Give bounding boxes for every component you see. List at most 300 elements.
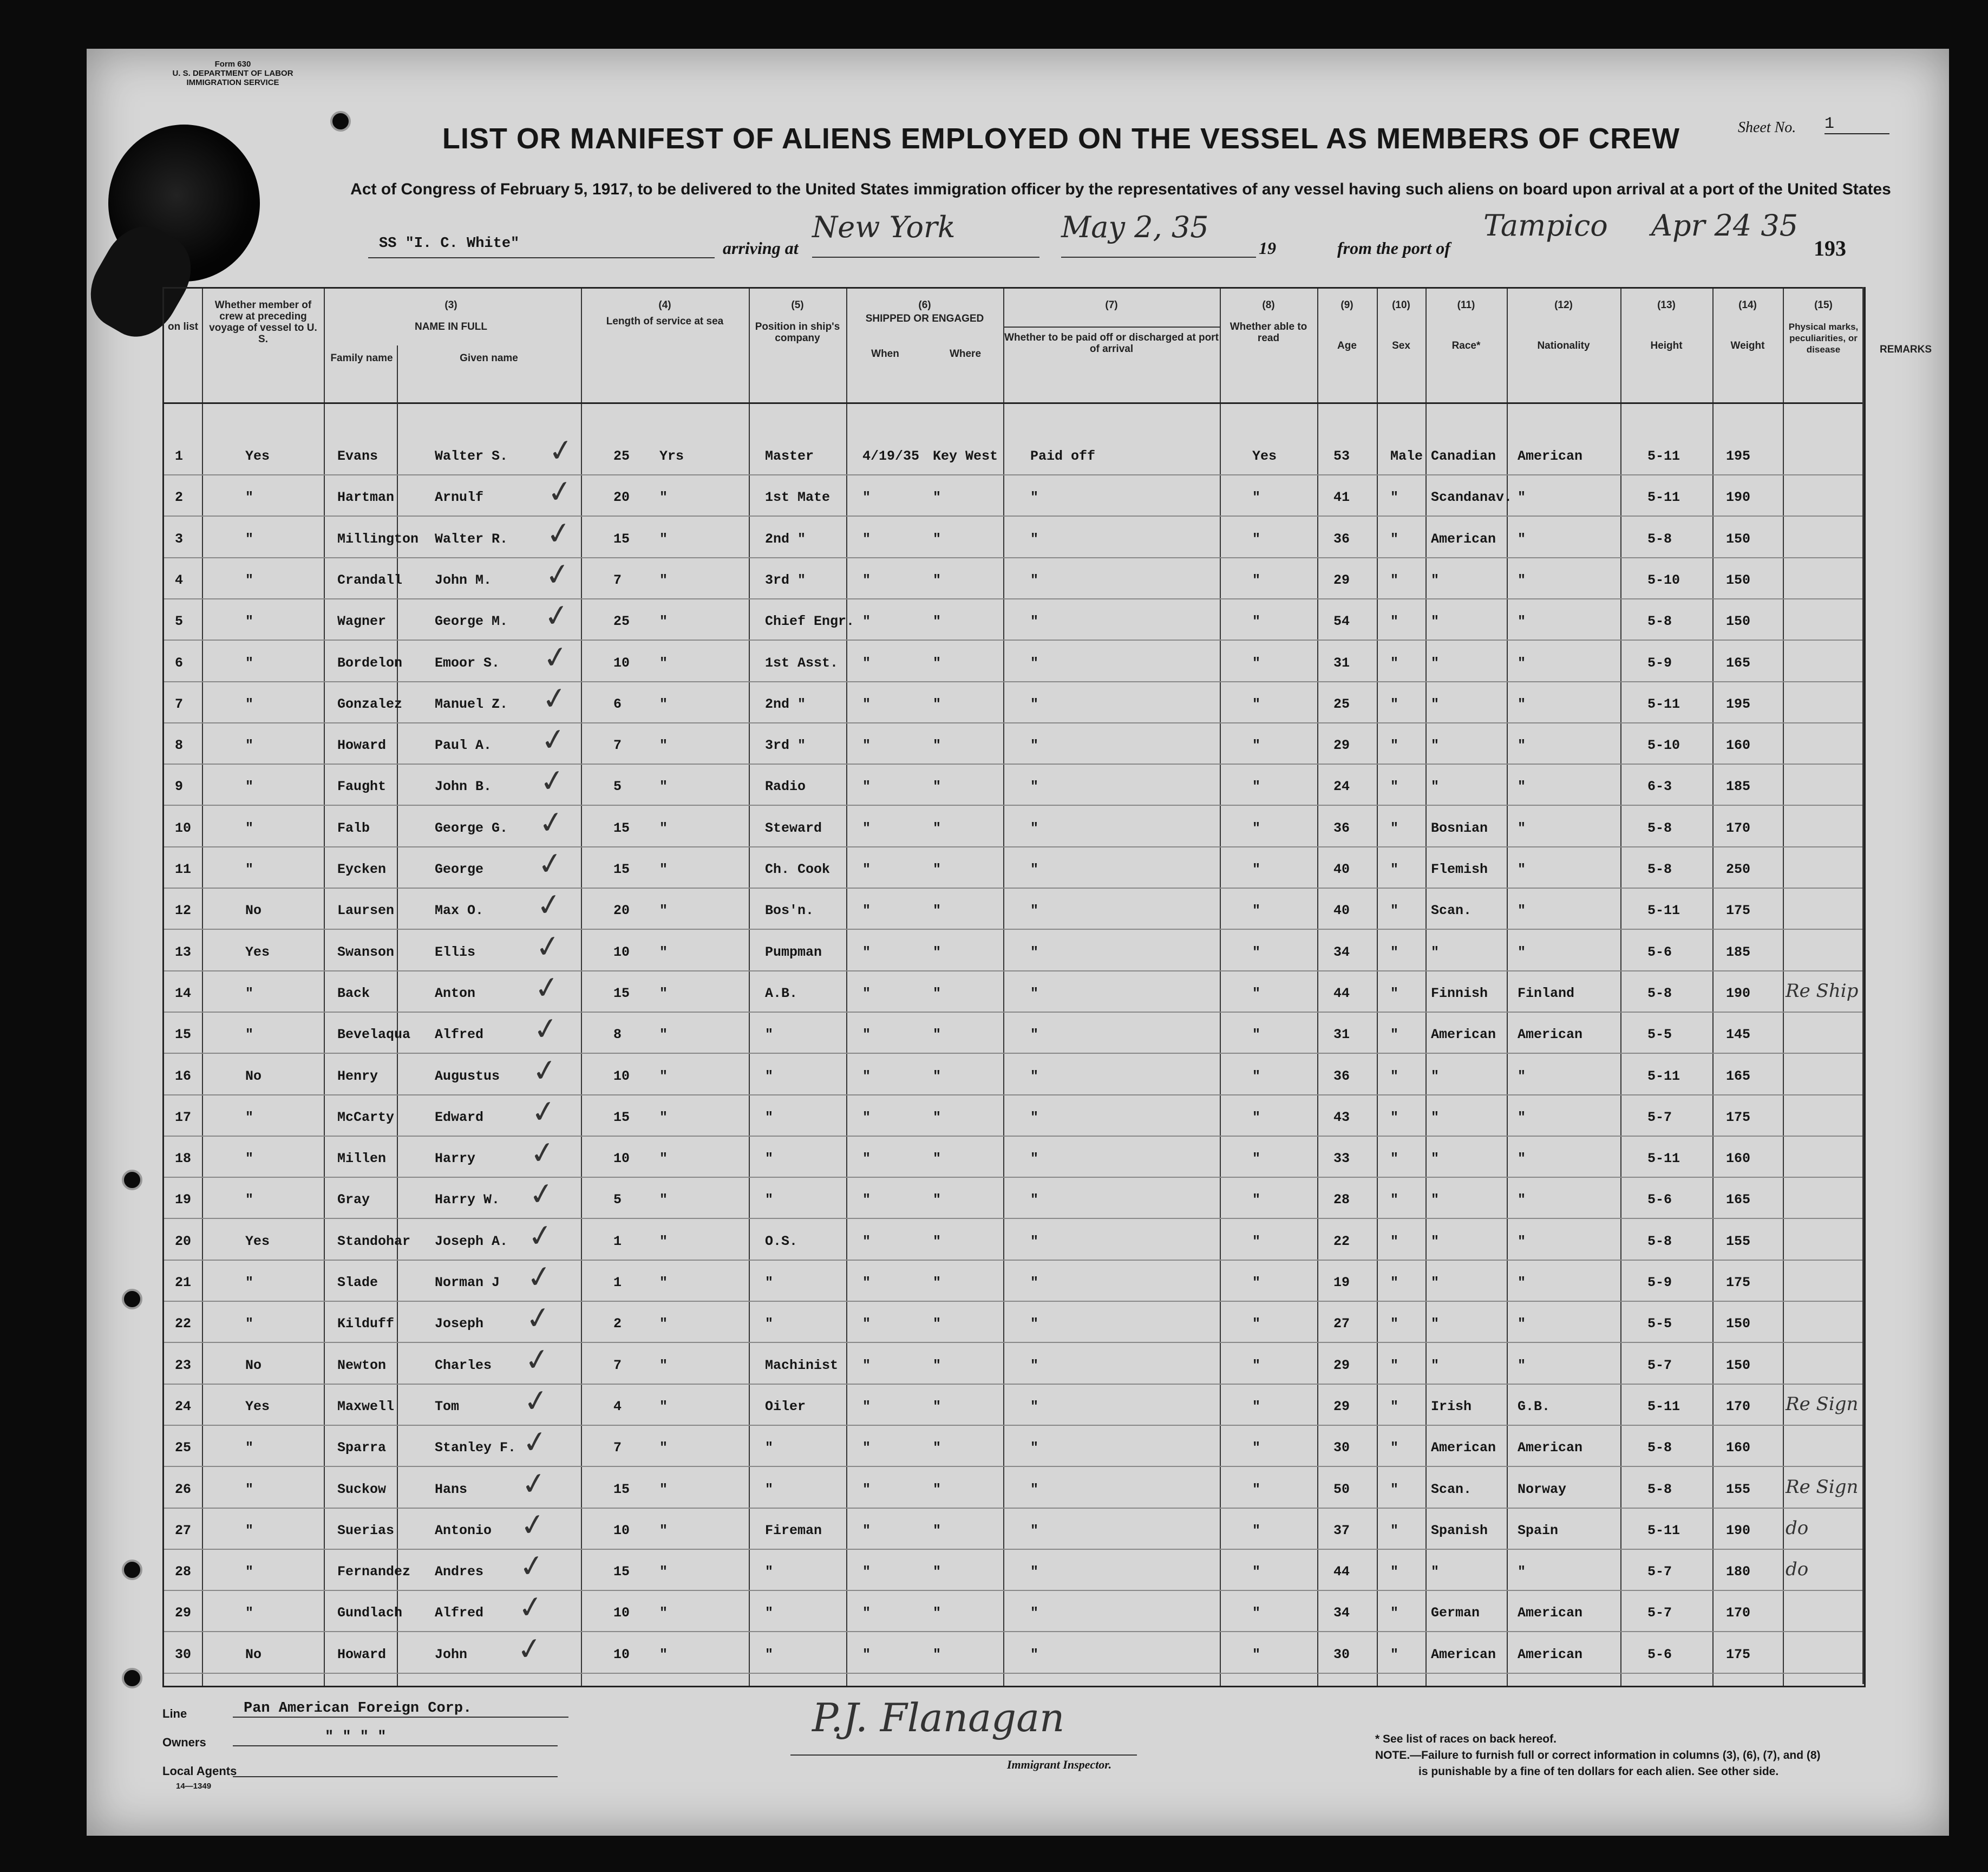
cell-position: Chief Engr. [765, 614, 855, 630]
cell-where: " [933, 820, 941, 836]
cell-paid: " [1030, 1646, 1039, 1662]
cell-read: " [1252, 614, 1261, 630]
cell-prev: Yes [245, 1233, 270, 1249]
cell-read: " [1252, 903, 1261, 919]
cell-given: Alfred [435, 1027, 484, 1043]
cell-family: Newton [337, 1357, 387, 1373]
cell-unit: " [659, 1068, 668, 1084]
cell-nat: " [1518, 820, 1526, 836]
cell-position: Ch. Cook [765, 862, 830, 877]
col-nationality: Nationality [1537, 340, 1590, 351]
cell-service: 4 [613, 1398, 622, 1414]
cell-race: " [1431, 1109, 1440, 1125]
cell-service: 15 [613, 1481, 630, 1497]
check-mark-icon: ✓ [539, 679, 570, 718]
cell-height: 5-11 [1647, 903, 1680, 919]
cell-family: Kilduff [337, 1316, 395, 1332]
cell-sex: " [1390, 1522, 1399, 1538]
cell-paid: " [1030, 696, 1039, 712]
cell-weight: 190 [1726, 490, 1751, 506]
cell-service: 10 [613, 1068, 630, 1084]
cell-position: O.S. [765, 1233, 798, 1249]
cell-service: 10 [613, 1151, 630, 1167]
cell-position: " [765, 1275, 774, 1290]
cell-prev: No [245, 1357, 262, 1373]
cell-n: 18 [175, 1151, 192, 1167]
cell-nat: " [1518, 738, 1526, 754]
cell-when: " [862, 944, 871, 960]
cell-unit: " [659, 1316, 668, 1332]
cell-given: Harry [435, 1151, 476, 1167]
row-rule [164, 1631, 1864, 1632]
row-rule [164, 1384, 1864, 1385]
cell-given: Max O. [435, 903, 484, 919]
cell-unit: " [659, 655, 668, 671]
handwritten-remark: do [1786, 1517, 1809, 1539]
cell-when: " [862, 1440, 871, 1456]
cell-unit: " [659, 696, 668, 712]
cell-given: Emoor S. [435, 655, 500, 671]
row-rule [164, 1012, 1864, 1013]
check-mark-icon: ✓ [531, 1010, 561, 1049]
cell-paid: " [1030, 1109, 1039, 1125]
cell-service: 7 [613, 572, 622, 588]
cell-age: 29 [1333, 1398, 1350, 1414]
inspector-signature: P.J. Flanagan [812, 1695, 1065, 1740]
cell-sex: " [1390, 1646, 1399, 1662]
cell-family: Millington [337, 531, 419, 547]
handwritten-remark: Re Sign [1786, 1476, 1859, 1498]
cell-weight: 155 [1726, 1233, 1751, 1249]
cell-where: " [933, 1316, 941, 1332]
cell-race: Canadian [1431, 448, 1496, 464]
cell-unit: " [659, 614, 668, 630]
row-rule [164, 805, 1864, 806]
cell-read: " [1252, 696, 1261, 712]
cell-when: " [862, 862, 871, 877]
agents-label: Local Agents [162, 1764, 237, 1778]
cell-age: 44 [1333, 1564, 1350, 1580]
cell-when: " [862, 696, 871, 712]
cell-read: " [1252, 531, 1261, 547]
cell-given: Tom [435, 1398, 460, 1414]
check-mark-icon: ✓ [525, 1216, 556, 1255]
cell-age: 31 [1333, 1027, 1350, 1043]
cell-sex: " [1390, 1440, 1399, 1456]
cell-prev: " [245, 738, 254, 754]
cell-n: 29 [175, 1605, 192, 1621]
cell-paid: " [1030, 1605, 1039, 1621]
cell-position: " [765, 1068, 774, 1084]
cell-where: Key West [933, 448, 998, 464]
cell-when: " [862, 1316, 871, 1332]
cell-family: Faught [337, 779, 387, 795]
cell-race: Irish [1431, 1398, 1472, 1414]
check-mark-icon: ✓ [526, 1175, 557, 1214]
cell-position: " [765, 1440, 774, 1456]
cell-service: 15 [613, 985, 630, 1001]
col-physical-marks: Physical marks, peculiarities, or disease [1788, 322, 1859, 355]
col-num-7: (7) [1105, 299, 1118, 311]
cell-service: 10 [613, 1605, 630, 1621]
cell-where: " [933, 655, 941, 671]
cell-where: " [933, 1275, 941, 1290]
cell-weight: 160 [1726, 738, 1751, 754]
cell-family: Gray [337, 1192, 370, 1208]
cell-weight: 185 [1726, 779, 1751, 795]
cell-given: Andres [435, 1564, 484, 1580]
cell-position: " [765, 1605, 774, 1621]
cell-service: 15 [613, 862, 630, 877]
cell-height: 5-8 [1647, 820, 1672, 836]
cell-family: McCarty [337, 1109, 395, 1125]
cell-position: Master [765, 448, 814, 464]
cell-where: " [933, 1068, 941, 1084]
cell-race: " [1431, 614, 1440, 630]
check-mark-icon: ✓ [533, 927, 564, 966]
cell-prev: " [245, 655, 254, 671]
cell-service: 7 [613, 1440, 622, 1456]
cell-height: 5-10 [1647, 572, 1680, 588]
cell-service: 7 [613, 1357, 622, 1373]
signature-line [790, 1754, 1137, 1756]
cell-unit: " [659, 531, 668, 547]
cell-unit: " [659, 985, 668, 1001]
col-shipped-when: When [871, 348, 899, 360]
cell-read: " [1252, 655, 1261, 671]
agents-line [233, 1776, 558, 1777]
cell-age: 25 [1333, 696, 1350, 712]
cell-height: 5-8 [1647, 862, 1672, 877]
cell-paid: " [1030, 531, 1039, 547]
footnote-races: * See list of races on back hereof. [1375, 1733, 1557, 1745]
cell-n: 27 [175, 1522, 192, 1538]
cell-sex: " [1390, 1109, 1399, 1125]
cell-read: " [1252, 1068, 1261, 1084]
cell-where: " [933, 1564, 941, 1580]
from-port-label: from the port of [1337, 238, 1450, 258]
cell-family: Wagner [337, 614, 387, 630]
cell-position: Radio [765, 779, 806, 795]
row-rule [164, 764, 1864, 765]
cell-weight: 190 [1726, 1522, 1751, 1538]
cell-when: " [862, 1646, 871, 1662]
cell-family: Howard [337, 738, 387, 754]
col-shipped-where: Where [949, 348, 982, 360]
cell-when: " [862, 1398, 871, 1414]
cell-prev: " [245, 779, 254, 795]
cell-prev: " [245, 1605, 254, 1621]
cell-height: 5-8 [1647, 531, 1672, 547]
row-rule [164, 598, 1864, 599]
cell-age: 44 [1333, 985, 1350, 1001]
cell-when: " [862, 1275, 871, 1290]
row-rule [164, 1590, 1864, 1591]
cell-weight: 165 [1726, 1192, 1751, 1208]
cell-family: Suerias [337, 1522, 395, 1538]
cell-unit: " [659, 1027, 668, 1043]
cell-race: Spanish [1431, 1522, 1488, 1538]
cell-family: Slade [337, 1275, 378, 1290]
departure-port: Tampico [1483, 208, 1608, 243]
cell-family: Fernandez [337, 1564, 411, 1580]
cell-when: " [862, 903, 871, 919]
binding-hole [122, 1560, 142, 1580]
check-mark-icon: ✓ [522, 1340, 553, 1379]
cell-nat: " [1518, 944, 1526, 960]
cell-height: 5-8 [1647, 985, 1672, 1001]
cell-height: 5-11 [1647, 1068, 1680, 1084]
cell-weight: 180 [1726, 1564, 1751, 1580]
cell-age: 53 [1333, 448, 1350, 464]
cell-height: 6-3 [1647, 779, 1672, 795]
cell-service: 5 [613, 779, 622, 795]
cell-when: " [862, 1605, 871, 1621]
cell-sex: " [1390, 903, 1399, 919]
cell-read: " [1252, 1027, 1261, 1043]
manifest-title: LIST OR MANIFEST OF ALIENS EMPLOYED ON THE VESSEL AS MEMBERS OF CREW [442, 122, 1680, 155]
cell-family: Swanson [337, 944, 395, 960]
cell-paid: " [1030, 1522, 1039, 1538]
cell-family: Henry [337, 1068, 378, 1084]
cell-age: 29 [1333, 1357, 1350, 1373]
cell-prev: No [245, 1068, 262, 1084]
cell-nat: American [1518, 1605, 1583, 1621]
cell-paid: " [1030, 862, 1039, 877]
cell-sex: Male [1390, 448, 1423, 464]
cell-read: " [1252, 944, 1261, 960]
check-mark-icon: ✓ [540, 638, 571, 677]
cell-race: Scandanav. [1431, 490, 1513, 506]
cell-when: " [862, 1522, 871, 1538]
col-num-12: (12) [1554, 299, 1573, 311]
check-mark-icon: ✓ [527, 1134, 558, 1173]
check-mark-icon: ✓ [545, 473, 576, 512]
owners-label: Owners [162, 1736, 206, 1749]
check-mark-icon: ✓ [516, 1547, 547, 1586]
cell-given: Alfred [435, 1605, 484, 1621]
check-mark-icon: ✓ [515, 1588, 546, 1627]
handwritten-remark: Re Ship [1786, 980, 1859, 1002]
cell-sex: " [1390, 1151, 1399, 1167]
cell-race: American [1431, 531, 1496, 547]
row-rule [164, 722, 1864, 723]
cell-family: Suckow [337, 1481, 387, 1497]
row-rule [164, 1549, 1864, 1550]
cell-given: John B. [435, 779, 492, 795]
cell-paid: " [1030, 1357, 1039, 1373]
cell-when: " [862, 1481, 871, 1497]
cell-unit: " [659, 1151, 668, 1167]
cell-age: 22 [1333, 1233, 1350, 1249]
cell-family: Hartman [337, 490, 395, 506]
cell-height: 5-8 [1647, 1481, 1672, 1497]
cell-age: 30 [1333, 1646, 1350, 1662]
row-rule [164, 681, 1864, 682]
cell-paid: " [1030, 1481, 1039, 1497]
cell-read: " [1252, 1233, 1261, 1249]
check-mark-icon: ✓ [546, 432, 577, 470]
check-mark-icon: ✓ [520, 1423, 551, 1462]
cell-weight: 150 [1726, 572, 1751, 588]
cell-nat: " [1518, 1564, 1526, 1580]
cell-nat: " [1518, 779, 1526, 795]
cell-prev: " [245, 696, 254, 712]
cell-given: Stanley F. [435, 1440, 516, 1456]
cell-n: 4 [175, 572, 184, 588]
cell-weight: 170 [1726, 1398, 1751, 1414]
cell-service: 25 [613, 448, 630, 464]
cell-sex: " [1390, 820, 1399, 836]
check-mark-icon: ✓ [542, 555, 573, 594]
cell-weight: 155 [1726, 1481, 1751, 1497]
cell-position: 3rd " [765, 738, 806, 754]
cell-n: 16 [175, 1068, 192, 1084]
cell-where: " [933, 1027, 941, 1043]
cell-weight: 165 [1726, 1068, 1751, 1084]
cell-race: Scan. [1431, 1481, 1472, 1497]
cell-read: " [1252, 1151, 1261, 1167]
row-rule [164, 516, 1864, 517]
cell-position: " [765, 1564, 774, 1580]
check-mark-icon: ✓ [524, 1258, 555, 1296]
cell-weight: 150 [1726, 1316, 1751, 1332]
cell-height: 5-8 [1647, 1440, 1672, 1456]
cell-height: 5-8 [1647, 1233, 1672, 1249]
cell-race: " [1431, 1192, 1440, 1208]
cell-race: Flemish [1431, 862, 1488, 877]
cell-nat: " [1518, 1275, 1526, 1290]
cell-given: Hans [435, 1481, 468, 1497]
cell-where: " [933, 1522, 941, 1538]
cell-sex: " [1390, 1316, 1399, 1332]
cell-race: American [1431, 1440, 1496, 1456]
row-rule [164, 1301, 1864, 1302]
cell-age: 36 [1333, 531, 1350, 547]
cell-height: 5-7 [1647, 1109, 1672, 1125]
col-previous-voyage: Whether member of crew at preceding voyage of vessel to U. S. [209, 299, 317, 345]
cell-read: " [1252, 1440, 1261, 1456]
cell-nat: Spain [1518, 1522, 1559, 1538]
cell-when: " [862, 1151, 871, 1167]
row-rule [164, 846, 1864, 847]
cell-height: 5-7 [1647, 1605, 1672, 1621]
cell-nat: " [1518, 572, 1526, 588]
cell-paid: " [1030, 1068, 1039, 1084]
cell-height: 5-10 [1647, 738, 1680, 754]
cell-nat: " [1518, 614, 1526, 630]
service-name: IMMIGRATION SERVICE [186, 78, 279, 87]
cell-n: 28 [175, 1564, 192, 1580]
cell-unit: " [659, 862, 668, 877]
check-mark-icon: ✓ [541, 597, 572, 636]
cell-sex: " [1390, 1605, 1399, 1621]
form-number: Form 630 [214, 60, 251, 69]
cell-given: George [435, 862, 484, 877]
cell-paid: " [1030, 1151, 1039, 1167]
cell-family: Crandall [337, 572, 403, 588]
cell-unit: " [659, 1109, 668, 1125]
cell-race: German [1431, 1605, 1480, 1621]
cell-n: 3 [175, 531, 184, 547]
row-rule [164, 1053, 1864, 1054]
cell-where: " [933, 1357, 941, 1373]
cell-height: 5-8 [1647, 614, 1672, 630]
cell-height: 5-11 [1647, 1398, 1680, 1414]
cell-n: 15 [175, 1027, 192, 1043]
cell-prev: Yes [245, 1398, 270, 1414]
cell-service: 8 [613, 1027, 622, 1043]
cell-when: " [862, 614, 871, 630]
sheet-number-value: 1 [1824, 115, 1889, 134]
cell-unit: " [659, 1275, 668, 1290]
cell-age: 28 [1333, 1192, 1350, 1208]
cell-sex: " [1390, 985, 1399, 1001]
cell-paid: " [1030, 779, 1039, 795]
cell-where: " [933, 985, 941, 1001]
act-text: Act of Congress of February 5, 1917, to be delivered to the United States immigration officer by the representatives of any vessel having such aliens on board upon arrival at a port of the United States [350, 180, 1891, 198]
cell-where: " [933, 1646, 941, 1662]
cell-position: " [765, 1027, 774, 1043]
cell-service: 10 [613, 655, 630, 671]
cell-prev: " [245, 1564, 254, 1580]
cell-read: " [1252, 1357, 1261, 1373]
cell-paid: " [1030, 903, 1039, 919]
cell-position: 2nd " [765, 696, 806, 712]
cell-given: Augustus [435, 1068, 500, 1084]
cell-position: Steward [765, 820, 822, 836]
cell-nat: " [1518, 903, 1526, 919]
cell-height: 5-6 [1647, 1192, 1672, 1208]
cell-age: 36 [1333, 820, 1350, 836]
row-rule [164, 640, 1864, 641]
cell-position: Bos'n. [765, 903, 814, 919]
cell-given: Joseph A. [435, 1233, 508, 1249]
cell-paid: " [1030, 1564, 1039, 1580]
cell-position: " [765, 1481, 774, 1497]
cell-race: " [1431, 779, 1440, 795]
cell-height: 5-11 [1647, 1522, 1680, 1538]
cell-n: 19 [175, 1192, 192, 1208]
cell-age: 31 [1333, 655, 1350, 671]
cell-family: Laursen [337, 903, 395, 919]
cell-prev: No [245, 1646, 262, 1662]
cell-age: 34 [1333, 1605, 1350, 1621]
cell-nat: " [1518, 1192, 1526, 1208]
cell-age: 40 [1333, 903, 1350, 919]
cell-weight: 165 [1726, 655, 1751, 671]
cell-sex: " [1390, 696, 1399, 712]
cell-given: Charles [435, 1357, 492, 1373]
cell-paid: " [1030, 738, 1039, 754]
cell-unit: " [659, 1192, 668, 1208]
cell-when: " [862, 490, 871, 506]
col-num-5: (5) [791, 299, 804, 311]
cell-given: George M. [435, 614, 508, 630]
cell-age: 40 [1333, 862, 1350, 877]
cell-position: " [765, 1109, 774, 1125]
cell-n: 12 [175, 903, 192, 919]
cell-prev: " [245, 1522, 254, 1538]
cell-nat: Norway [1518, 1481, 1567, 1497]
cell-paid: " [1030, 1233, 1039, 1249]
form-header [152, 60, 314, 87]
cell-n: 1 [175, 448, 184, 464]
cell-position: Fireman [765, 1522, 822, 1538]
cell-read: " [1252, 1564, 1261, 1580]
cell-position: 1st Mate [765, 490, 830, 506]
cell-unit: " [659, 1646, 668, 1662]
